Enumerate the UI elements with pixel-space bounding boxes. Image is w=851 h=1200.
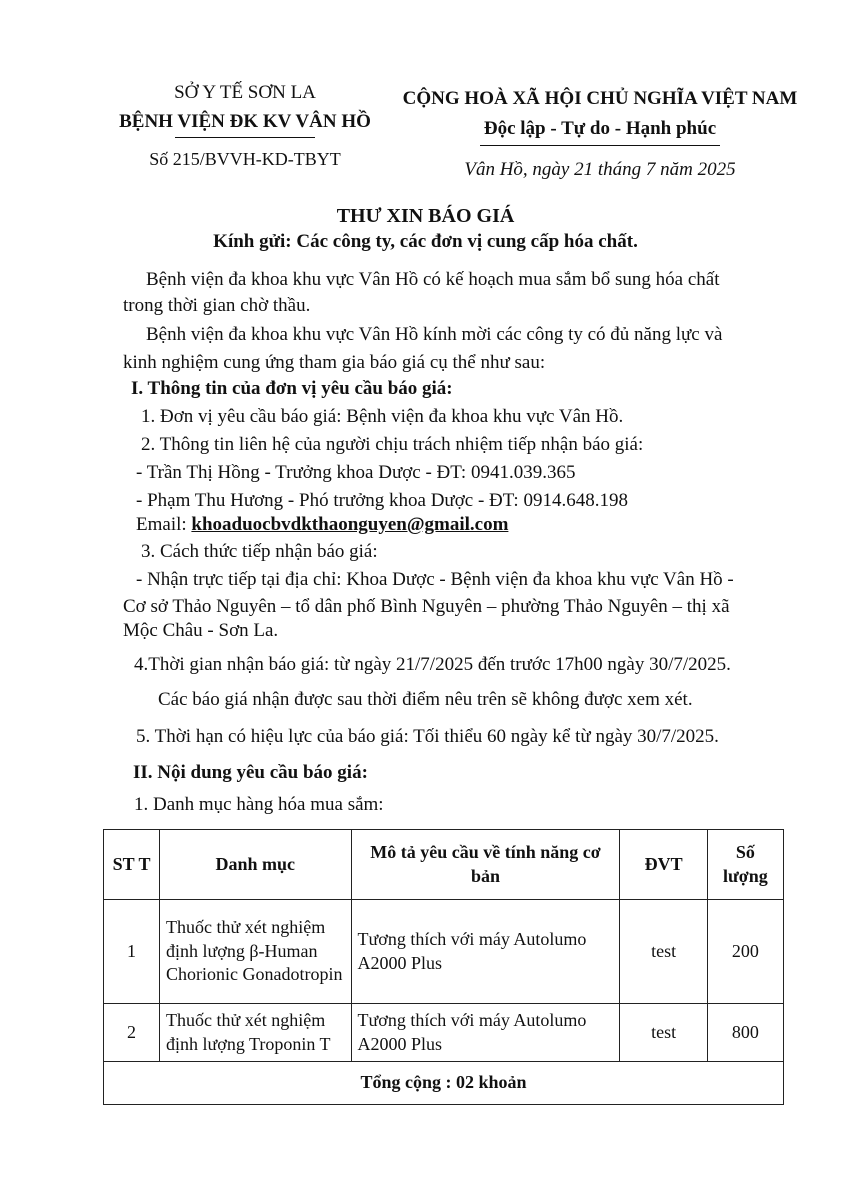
info-item-1: 1. Đơn vị yêu cầu báo giá: Bệnh viện đa khoa khu vực Vân Hồ. — [141, 406, 624, 427]
row-description: Tương thích với máy Autolumo A2000 Plus — [351, 1004, 620, 1062]
header-description: Mô tả yêu cầu về tính năng cơ bản — [351, 830, 620, 900]
address-line-1: - Nhận trực tiếp tại địa chỉ: Khoa Dược - Bệnh viện đa khoa khu vực Vân Hồ - — [136, 569, 734, 590]
info-item-4: 4.Thời gian nhận báo giá: từ ngày 21/7/2025 đến trước 17h00 ngày 30/7/2025. — [134, 654, 731, 675]
table-total-row — [104, 1062, 784, 1105]
table-row — [104, 900, 784, 1004]
place-date: Vân Hồ, ngày 21 tháng 7 năm 2025 — [464, 159, 736, 180]
email-line — [136, 514, 508, 536]
hospital-name: BỆNH VIỆN ĐK KV VÂN HỒ — [119, 111, 371, 132]
row-quantity: 800 — [707, 1004, 783, 1062]
header-unit: ĐVT — [620, 830, 707, 900]
header-name: Danh mục — [160, 830, 352, 900]
section-2-title: II. Nội dung yêu cầu báo giá: — [133, 762, 368, 783]
paragraph-2-line-2: kinh nghiệm cung ứng tham gia báo giá cụ thể như sau: — [123, 352, 546, 373]
document-number: Số 215/BVVH-KD-TBYT — [149, 149, 341, 169]
address-line-3: Mộc Châu - Sơn La. — [123, 620, 279, 641]
paragraph-1-line-1: Bệnh viện đa khoa khu vực Vân Hồ có kế hoạch mua sắm bổ sung hóa chất — [146, 269, 720, 290]
country-title: CỘNG HOÀ XÃ HỘI CHỦ NGHĨA VIỆT NAM — [402, 88, 798, 109]
letter-title: THƯ XIN BÁO GIÁ — [336, 205, 515, 227]
table-header-row — [104, 830, 784, 900]
hospital-underline — [175, 137, 315, 138]
header-quantity: Số lượng — [707, 830, 783, 900]
row-description: Tương thích với máy Autolumo A2000 Plus — [351, 900, 620, 1004]
header-stt: ST T — [104, 830, 160, 900]
row-name: Thuốc thử xét nghiệm định lượng β-Human Chorionic Gonadotropin — [160, 900, 352, 1004]
contact-1: - Trần Thị Hồng - Trưởng khoa Dược - ĐT: 0941.039.365 — [136, 462, 576, 483]
motto: Độc lập - Tự do - Hạnh phúc — [483, 118, 717, 139]
email-label: Email: — [136, 514, 187, 535]
row-name: Thuốc thử xét nghiệm định lượng Troponin T — [160, 1004, 352, 1062]
row-stt: 1 — [104, 900, 160, 1004]
address-line-2: Cơ sở Thảo Nguyên – tổ dân phố Bình Nguyên – phường Thảo Nguyên – thị xã — [123, 596, 730, 617]
paragraph-2-line-1: Bệnh viện đa khoa khu vực Vân Hồ kính mời các công ty có đủ năng lực và — [146, 324, 723, 345]
info-item-3: 3. Cách thức tiếp nhận báo giá: — [141, 541, 378, 562]
row-unit: test — [620, 900, 707, 1004]
table-total: Tổng cộng : 02 khoản — [104, 1062, 784, 1105]
contact-2: - Phạm Thu Hương - Phó trưởng khoa Dược - ĐT: 0914.648.198 — [136, 490, 628, 511]
department-name: SỞ Y TẾ SƠN LA — [174, 82, 316, 103]
recipient-line: Kính gửi: Các công ty, các đơn vị cung cấp hóa chất. — [213, 231, 638, 252]
row-quantity: 200 — [707, 900, 783, 1004]
info-item-4-note: Các báo giá nhận được sau thời điểm nêu trên sẽ không được xem xét. — [158, 689, 693, 710]
paragraph-1-line-2: trong thời gian chờ thầu. — [123, 295, 311, 316]
section-1-title: I. Thông tin của đơn vị yêu cầu báo giá: — [131, 378, 453, 399]
email-link[interactable]: khoaduocbvdkthaonguyen@gmail.com — [191, 514, 509, 535]
table-row — [104, 1004, 784, 1062]
info-item-5: 5. Thời hạn có hiệu lực của báo giá: Tối thiểu 60 ngày kể từ ngày 30/7/2025. — [136, 726, 719, 747]
motto-underline — [480, 145, 720, 146]
info-item-2: 2. Thông tin liên hệ của người chịu trách nhiệm tiếp nhận báo giá: — [141, 434, 644, 455]
goods-list-title: 1. Danh mục hàng hóa mua sắm: — [134, 794, 384, 815]
row-stt: 2 — [104, 1004, 160, 1062]
row-unit: test — [620, 1004, 707, 1062]
goods-table — [103, 829, 784, 1105]
